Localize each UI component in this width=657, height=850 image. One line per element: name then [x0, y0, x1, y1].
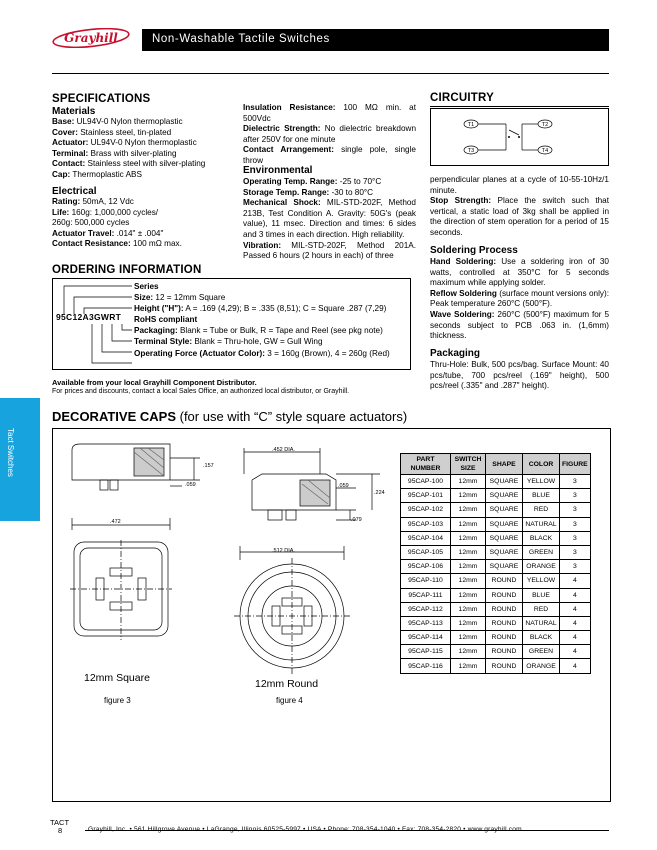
soldering-item-value: Use a soldering iron of 30 watts, controlled at 350°C for 5 seconds maximum while applying solder. — [430, 257, 609, 288]
table-cell: 4 — [560, 574, 591, 588]
environmental-list — [243, 177, 416, 262]
table-cell: 3 — [560, 489, 591, 503]
electrical-item-label: Rating: — [52, 197, 81, 206]
fig3-caption: figure 3 — [104, 696, 131, 705]
ordering-row-value: A = .169 (4,29); B = .335 (8,51); C = Square .287 (7,29) — [183, 304, 387, 314]
electrical-item — [52, 208, 237, 219]
material-item-value: Stainless steel, tin-plated — [77, 127, 172, 137]
material-item — [52, 149, 237, 160]
table-cell: SQUARE — [486, 560, 523, 574]
spec-col2 — [243, 103, 416, 167]
table-cell: BLUE — [523, 588, 560, 602]
table-cell: 12mm — [451, 545, 486, 559]
col-header: SWITCH SIZE — [451, 454, 486, 475]
materials-list — [52, 117, 237, 181]
table-cell: 95CAP-116 — [401, 659, 451, 673]
electrical-item-label: Life: — [52, 207, 70, 217]
table-cell: 95CAP-110 — [401, 574, 451, 588]
table-cell: ROUND — [486, 574, 523, 588]
ordering-row — [134, 292, 409, 303]
table-cell: 4 — [560, 645, 591, 659]
table-cell: 95CAP-112 — [401, 602, 451, 616]
table-cell: 12mm — [451, 659, 486, 673]
table-cell: 3 — [560, 545, 591, 559]
stop-strength-value: Place the switch such that vertical, a static load of 3kg shall be applied in the direction of stem operation for a period of 15 seconds. — [430, 196, 609, 237]
environmental-item — [243, 188, 416, 199]
availability-text: For prices and discounts, contact a local Sales Office, an authorized local distributor, or Grayhill. — [52, 388, 350, 395]
table-cell: SQUARE — [486, 489, 523, 503]
spec-item-value: single pole, single throw — [243, 145, 416, 165]
electrical-item — [52, 239, 237, 250]
col-header: COLOR — [523, 454, 560, 475]
circuitry-rule — [430, 106, 609, 107]
soldering-list — [430, 257, 609, 342]
table-cell: 4 — [560, 659, 591, 673]
table-row — [401, 517, 591, 531]
soldering-item — [430, 257, 609, 289]
table-cell: 95CAP-103 — [401, 517, 451, 531]
environmental-item — [243, 177, 416, 188]
part-code: 95C12A3GWRT — [56, 312, 122, 322]
table-cell: 95CAP-106 — [401, 560, 451, 574]
col-header: PART NUMBER — [401, 454, 451, 475]
spec-item-value: 100 MΩ min. at 500Vdc — [243, 103, 417, 123]
svg-text:Grayhill: Grayhill — [64, 31, 118, 45]
soldering-item-value: 260°C (500°F) maximum for 5 seconds subject to PCB .063 in. (1,6mm) thickness. — [430, 309, 609, 341]
material-item — [52, 170, 237, 181]
table-row — [401, 631, 591, 645]
ordering-row — [134, 336, 409, 347]
electrical-item-value: .014" ± .004" — [114, 228, 164, 238]
spec-item-label: Dielectric Strength: — [243, 124, 321, 134]
environmental-item-value: MIL-STD-202F, Method 213B, Test Condition A. Gravity: 50G's (peak value), 11 msec. Direction and times: 6 sides and 3 times in each direction. High reliability. — [243, 198, 416, 239]
material-item-label: Cover: — [52, 127, 78, 137]
electrical-list — [52, 197, 237, 250]
table-cell: BLACK — [523, 531, 560, 545]
table-row — [401, 489, 591, 503]
electrical-item-value: 100 mΩ max. — [130, 239, 182, 249]
table-cell: SQUARE — [486, 545, 523, 559]
circuitry-text — [430, 175, 609, 239]
table-row — [401, 659, 591, 673]
table-row — [401, 503, 591, 517]
material-item-value: Stainless steel with silver-plating — [85, 159, 206, 169]
ordering-rows — [134, 281, 409, 359]
table-cell: ROUND — [486, 616, 523, 630]
table-cell: SQUARE — [486, 503, 523, 517]
table-cell: 95CAP-104 — [401, 531, 451, 545]
page-title: Non-Washable Tactile Switches — [152, 33, 330, 45]
decorative-subtitle: (for use with “C” style square actuators) — [176, 409, 408, 424]
soldering-item-label: Reflow Soldering — [430, 288, 497, 298]
electrical-item — [52, 229, 237, 240]
table-cell: ORANGE — [523, 659, 560, 673]
fig4-dim-step: .079 — [351, 517, 362, 523]
packaging-heading: Packaging — [430, 348, 481, 359]
ordering-row — [134, 325, 409, 336]
table-cell: ROUND — [486, 631, 523, 645]
table-cell: 12mm — [451, 616, 486, 630]
environmental-item — [243, 198, 416, 240]
table-cell: 4 — [560, 631, 591, 645]
terminal-label: T1 — [467, 122, 475, 128]
side-tab-label: Tact Switches — [6, 428, 15, 477]
fig4-dim-wall: .059 — [338, 483, 349, 489]
table-cell: 95CAP-113 — [401, 616, 451, 630]
table-cell: 3 — [560, 503, 591, 517]
material-item-value: UL94V-0 Nylon thermoplastic — [88, 138, 197, 148]
electrical-item — [52, 218, 237, 229]
ordering-row-value: Blank = Thru-hole, GW = Gull Wing — [192, 337, 323, 347]
fig3-dim-height: .157 — [203, 463, 214, 469]
environmental-item-value: MIL-STD-202F, Method 201A. Passed 6 hours (2 hours in each) of three — [243, 240, 416, 261]
spec-item-label: Insulation Resistance: — [243, 103, 336, 112]
ordering-row-value: Blank = Tube or Bulk, R = Tape and Reel (see pkg note) — [177, 326, 383, 336]
ordering-row-value: 3 = 160g (Brown), 4 = 260g (Red) — [265, 348, 390, 358]
ordering-row-label: RoHS compliant — [134, 315, 198, 325]
electrical-item-value: 50mA, 12 Vdc — [80, 197, 134, 206]
ordering-row — [134, 303, 409, 314]
decorative-heading — [52, 409, 407, 424]
spec-item — [243, 103, 416, 124]
ordering-row-label: Packaging: — [134, 326, 178, 336]
table-row — [401, 616, 591, 630]
material-item-value: Brass with silver-plating — [88, 148, 177, 158]
ordering-row-value: 12 = 12mm Square — [153, 293, 226, 303]
environmental-item-label: Operating Temp. Range: — [243, 177, 338, 186]
electrical-item-value: 160g: 1,000,000 cycles/ — [69, 207, 159, 217]
table-cell: 95CAP-102 — [401, 503, 451, 517]
table-cell: BLACK — [523, 631, 560, 645]
table-cell: 12mm — [451, 631, 486, 645]
table-cell: 4 — [560, 616, 591, 630]
table-row — [401, 545, 591, 559]
header-rule — [52, 73, 609, 74]
material-item-label: Cap: — [52, 169, 71, 179]
electrical-item — [52, 197, 237, 208]
spec-item — [243, 124, 416, 145]
circuit-diagram — [430, 108, 609, 166]
col-header: SHAPE — [486, 454, 523, 475]
ordering-row — [134, 314, 409, 325]
decorative-title: DECORATIVE CAPS — [52, 409, 176, 424]
table-cell: 12mm — [451, 602, 486, 616]
fig3-dim-wall: .059 — [185, 482, 196, 488]
table-cell: 95CAP-105 — [401, 545, 451, 559]
soldering-heading: Soldering Process — [430, 245, 518, 256]
table-cell: ROUND — [486, 588, 523, 602]
table-cell: 12mm — [451, 560, 486, 574]
environmental-item-label: Vibration: — [243, 240, 282, 250]
spec-item-label: Contact Arrangement: — [243, 145, 334, 155]
footer-address: Grayhill, Inc. • 561 Hillgrove Avenue • LaGrange, Illinois 60525-5997 • USA • Phone: 708-354-1040 • Fax: 708-354-2820 • www.grayhill.com — [88, 826, 522, 833]
table-row — [401, 475, 591, 489]
terminal-label: T4 — [541, 148, 549, 154]
soldering-item — [430, 310, 609, 342]
table-cell: 12mm — [451, 503, 486, 517]
availability-bold: Available from your local Grayhill Component Distributor. — [52, 378, 257, 387]
soldering-item-value: (surface mount versions only): Peak temperature 260°C (500°F). — [430, 288, 609, 309]
environmental-item — [243, 241, 416, 262]
spec-item-value: No dielectric breakdown after 250V for one minute — [243, 124, 416, 144]
soldering-item-label: Hand Soldering: — [430, 257, 497, 266]
ordering-row-label: Terminal Style: — [134, 337, 193, 347]
environmental-item-label: Mechanical Shock: — [243, 198, 321, 208]
table-cell: GREEN — [523, 645, 560, 659]
materials-heading: Materials — [52, 106, 96, 117]
ordering-row-label: Height ("H"): — [134, 304, 184, 314]
table-row — [401, 645, 591, 659]
ordering-heading: ORDERING INFORMATION — [52, 264, 202, 276]
electrical-item-label: Actuator Travel: — [52, 228, 115, 238]
table-cell: 12mm — [451, 517, 486, 531]
material-item-label: Contact: — [52, 159, 86, 169]
table-cell: ROUND — [486, 602, 523, 616]
table-row — [401, 574, 591, 588]
grayhill-logo — [52, 28, 130, 48]
ordering-row — [134, 348, 409, 359]
soldering-item — [430, 289, 609, 310]
terminal-label: T3 — [467, 148, 475, 154]
material-item-value: Thermoplastic ABS — [70, 169, 142, 179]
material-item-value: UL94V-0 Nylon thermoplastic — [74, 117, 183, 126]
circuitry-heading: CIRCUITRY — [430, 92, 494, 104]
table-cell: 3 — [560, 517, 591, 531]
specifications-heading: SPECIFICATIONS — [52, 93, 151, 105]
electrical-item-value: 260g: 500,000 cycles — [52, 218, 130, 228]
caps-table — [400, 453, 591, 674]
electrical-item-label: Contact Resistance: — [52, 239, 131, 249]
material-item — [52, 159, 237, 170]
material-item-label: Actuator: — [52, 138, 89, 148]
table-cell: 3 — [560, 531, 591, 545]
table-cell: NATURAL — [523, 517, 560, 531]
table-header-row — [401, 454, 591, 475]
table-cell: SQUARE — [486, 531, 523, 545]
table-cell: 12mm — [451, 588, 486, 602]
ordering-row-label: Operating Force (Actuator Color): — [134, 348, 266, 358]
table-row — [401, 560, 591, 574]
table-cell: SQUARE — [486, 517, 523, 531]
table-cell: YELLOW — [523, 574, 560, 588]
environmental-item-value: -25 to 70°C — [337, 177, 382, 186]
table-cell: RED — [523, 602, 560, 616]
table-cell: 12mm — [451, 645, 486, 659]
table-cell: NATURAL — [523, 616, 560, 630]
material-item-label: Base: — [52, 117, 75, 126]
environmental-heading: Environmental — [243, 165, 313, 176]
table-cell: BLUE — [523, 489, 560, 503]
fig4-caption: figure 4 — [276, 696, 303, 705]
table-cell: 3 — [560, 475, 591, 489]
page-number: 8 — [58, 826, 63, 835]
material-item — [52, 117, 237, 128]
table-cell: ROUND — [486, 659, 523, 673]
table-cell: 12mm — [451, 574, 486, 588]
stop-strength-label: Stop Strength: — [430, 196, 492, 206]
table-cell: 4 — [560, 602, 591, 616]
table-cell: ROUND — [486, 645, 523, 659]
table-cell: 12mm — [451, 489, 486, 503]
fig4-dim-base-dia: .512 DIA. — [272, 548, 295, 554]
table-cell: 95CAP-100 — [401, 475, 451, 489]
soldering-item-label: Wave Soldering: — [430, 309, 495, 319]
table-cell: 95CAP-114 — [401, 631, 451, 645]
footer-section: TACT — [50, 818, 70, 827]
terminal-label: T2 — [541, 122, 549, 128]
table-cell: RED — [523, 503, 560, 517]
table-row — [401, 602, 591, 616]
fig3-title: 12mm Square — [84, 672, 150, 684]
table-cell: SQUARE — [486, 475, 523, 489]
figure-3-drawing — [60, 440, 220, 690]
table-cell: 95CAP-101 — [401, 489, 451, 503]
fig3-dim-width: .472 — [110, 519, 121, 525]
fig4-dim-height: .224 — [374, 490, 385, 496]
table-row — [401, 531, 591, 545]
table-cell: 95CAP-115 — [401, 645, 451, 659]
material-item-label: Terminal: — [52, 148, 89, 158]
col-header: FIGURE — [560, 454, 591, 475]
ordering-row — [134, 281, 409, 292]
fig4-dim-top-dia: .452 DIA. — [272, 447, 295, 453]
vibration-cont: perpendicular planes at a cycle of 10-55-10Hz/1 minute. — [430, 175, 609, 195]
table-cell: 4 — [560, 588, 591, 602]
packaging-text: Thru-Hole: Bulk, 500 pcs/bag. Surface Mount: 40 pcs/tube, 700 pcs/reel (.169" height), 500 pcs/reel (.335" and .287" height). — [430, 360, 609, 391]
environmental-item-value: -30 to 80°C — [329, 187, 374, 197]
table-cell: 12mm — [451, 531, 486, 545]
electrical-heading: Electrical — [52, 186, 97, 197]
table-row — [401, 588, 591, 602]
table-cell: 95CAP-111 — [401, 588, 451, 602]
side-tab — [0, 398, 40, 521]
ordering-row-label: Series — [134, 282, 159, 291]
table-cell: 3 — [560, 560, 591, 574]
spec-item — [243, 145, 416, 166]
figure-4-drawing — [232, 440, 392, 690]
table-cell: YELLOW — [523, 475, 560, 489]
table-cell: GREEN — [523, 545, 560, 559]
material-item — [52, 128, 237, 139]
fig4-title: 12mm Round — [255, 678, 319, 690]
material-item — [52, 138, 237, 149]
table-cell: ORANGE — [523, 560, 560, 574]
table-cell: 12mm — [451, 475, 486, 489]
ordering-row-label: Size: — [134, 293, 154, 303]
environmental-item-label: Storage Temp. Range: — [243, 187, 330, 197]
